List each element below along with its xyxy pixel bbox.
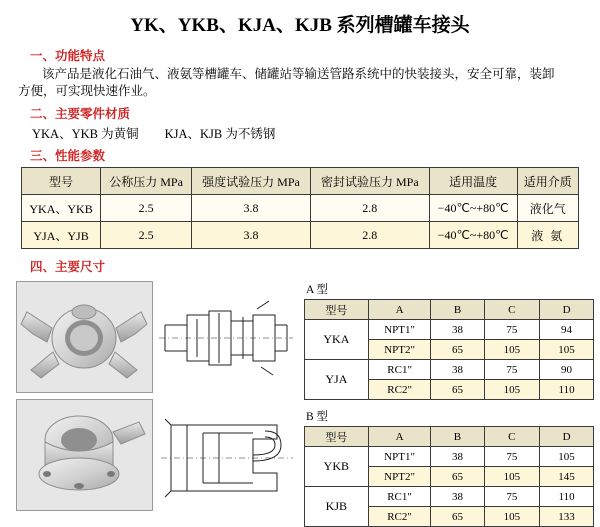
type-b-label: B 型 [306, 411, 329, 423]
dim-header-a: A [368, 300, 431, 320]
dim-cell: 110 [540, 487, 594, 507]
photo-coupling-a [16, 281, 153, 393]
dim-cell: 145 [540, 467, 594, 487]
dim-cell: 105 [484, 340, 540, 360]
table-row [22, 222, 579, 249]
dim-header-a: A [368, 427, 431, 447]
dim-cell: RC1" [368, 487, 431, 507]
drawing-coupling-b [157, 399, 296, 509]
type-b-block [304, 408, 594, 527]
dim-header-model: 型号 [305, 427, 369, 447]
dim-cell: 105 [484, 467, 540, 487]
dim-cell: 133 [540, 507, 594, 527]
type-a-block [304, 281, 594, 400]
dim-cell: 65 [431, 340, 484, 360]
dim-cell: 38 [431, 320, 484, 340]
section-heading-dimensions: 四、主要尺寸 [30, 260, 106, 274]
spec-cell: YJA、YJB [22, 222, 101, 249]
dim-cell: 38 [431, 447, 484, 467]
dim-cell: 90 [540, 360, 594, 380]
material-brass: YKA、YKB 为黄铜 [32, 127, 139, 141]
type-a-label: A 型 [306, 284, 329, 296]
table-row [305, 360, 594, 380]
dim-cell: 75 [484, 320, 540, 340]
dim-cell: 38 [431, 360, 484, 380]
dim-cell: NPT2" [368, 340, 431, 360]
dim-cell: RC1" [368, 360, 431, 380]
page-title: YK、YKB、KJA、KJB 系列槽罐车接头 [130, 15, 470, 36]
dim-header-c: C [484, 300, 540, 320]
dim-cell: NPT1" [368, 320, 431, 340]
dim-cell: 94 [540, 320, 594, 340]
dim-cell: 38 [431, 487, 484, 507]
figure-row-a [16, 281, 296, 393]
table-header-row [305, 427, 594, 447]
dim-cell: 105 [484, 380, 540, 400]
dim-header-d: D [540, 427, 594, 447]
drawing-coupling-a [157, 281, 296, 391]
dim-cell-model: YJA [305, 360, 369, 400]
type-b-table [304, 426, 594, 527]
material-stainless: KJA、KJB 为不锈钢 [164, 127, 276, 141]
figure-row-b [16, 399, 296, 511]
spec-cell: 液 氨 [517, 222, 578, 249]
dim-cell: 65 [431, 380, 484, 400]
spec-cell: 2.5 [101, 195, 192, 222]
table-row [305, 487, 594, 507]
spec-cell: 2.8 [310, 195, 429, 222]
spec-cell: 3.8 [192, 195, 311, 222]
spec-header-strength-pressure: 强度试验压力 MPa [192, 168, 311, 195]
photo-coupling-b [16, 399, 153, 511]
spec-header-temperature: 适用温度 [429, 168, 517, 195]
spec-header-seal-pressure: 密封试验压力 MPa [310, 168, 429, 195]
dim-cell: 65 [431, 467, 484, 487]
dim-cell-model: YKB [305, 447, 369, 487]
dim-header-b: B [431, 427, 484, 447]
spec-cell: −40℃~+80℃ [429, 222, 517, 249]
table-header-row [22, 168, 579, 195]
dim-cell: RC2" [368, 507, 431, 527]
dim-cell: 105 [540, 447, 594, 467]
spec-header-model: 型号 [22, 168, 101, 195]
dim-cell: 105 [540, 340, 594, 360]
dim-cell: 75 [484, 360, 540, 380]
dim-cell-model: KJB [305, 487, 369, 527]
spec-cell: 2.8 [310, 222, 429, 249]
features-paragraph-line2: 方便，可实现快速作业。 [18, 84, 156, 98]
table-row [22, 195, 579, 222]
spec-cell: 液化气 [517, 195, 578, 222]
dim-cell-model: YKA [305, 320, 369, 360]
type-a-table [304, 299, 594, 400]
dim-cell: 65 [431, 507, 484, 527]
dimension-tables [304, 281, 594, 527]
dimensions-area [12, 281, 588, 527]
dim-header-c: C [484, 427, 540, 447]
dim-cell: RC2" [368, 380, 431, 400]
spec-header-medium: 适用介质 [517, 168, 578, 195]
spec-cell: YKA、YKB [22, 195, 101, 222]
material-line [32, 124, 588, 142]
spec-cell: 2.5 [101, 222, 192, 249]
section-heading-performance: 三、性能参数 [30, 149, 106, 163]
dim-cell: NPT2" [368, 467, 431, 487]
dim-header-model: 型号 [305, 300, 369, 320]
table-row [305, 447, 594, 467]
section-heading-material: 二、主要零件材质 [30, 107, 131, 121]
dim-header-b: B [431, 300, 484, 320]
features-paragraph-line1: 该产品是液化石油气、液氨等槽罐车、储罐站等输送管路系统中的快装接头，安全可靠，装卸 [42, 67, 555, 81]
spec-header-nominal-pressure: 公称压力 MPa [101, 168, 192, 195]
figure-column [16, 281, 296, 511]
spec-cell: 3.8 [192, 222, 311, 249]
dim-cell: 75 [484, 487, 540, 507]
dim-cell: 110 [540, 380, 594, 400]
table-header-row [305, 300, 594, 320]
performance-table [21, 167, 579, 249]
dim-cell: 75 [484, 447, 540, 467]
table-row [305, 320, 594, 340]
spec-cell: −40℃~+80℃ [429, 195, 517, 222]
section-heading-features: 一、功能特点 [30, 49, 106, 63]
dim-cell: NPT1" [368, 447, 431, 467]
dim-cell: 105 [484, 507, 540, 527]
dim-header-d: D [540, 300, 594, 320]
